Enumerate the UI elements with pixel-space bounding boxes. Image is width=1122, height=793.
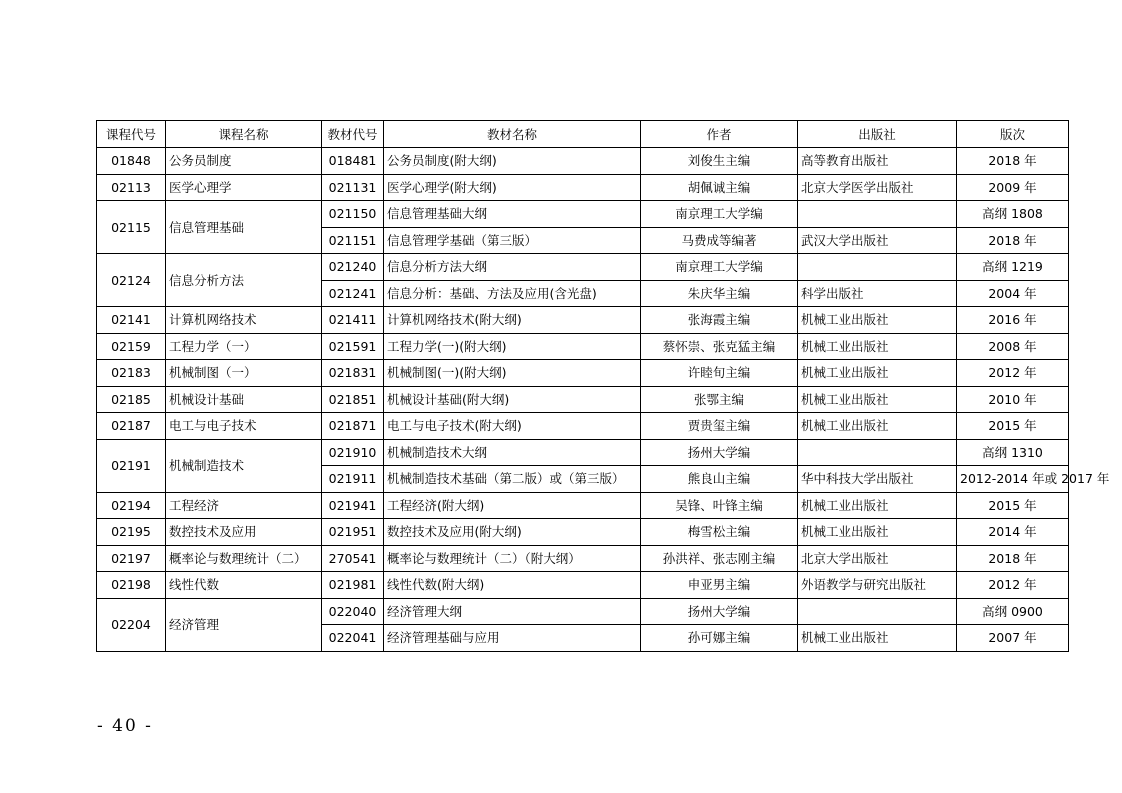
- author-cell: 南京理工大学编: [641, 254, 798, 281]
- book-title-cell: 医学心理学(附大纲): [384, 174, 641, 201]
- edition-cell: 2004 年: [957, 280, 1069, 307]
- author-cell: 朱庆华主编: [641, 280, 798, 307]
- author-cell: 马费成等编著: [641, 227, 798, 254]
- header-author: 作者: [641, 121, 798, 148]
- header-course-code: 课程代号: [97, 121, 166, 148]
- author-cell: 贾贵玺主编: [641, 413, 798, 440]
- author-cell: 申亚男主编: [641, 572, 798, 599]
- header-book-code: 教材代号: [322, 121, 384, 148]
- course-code-cell: 02185: [97, 386, 166, 413]
- course-name-cell: 电工与电子技术: [166, 413, 322, 440]
- course-name-cell: 信息管理基础: [166, 201, 322, 254]
- author-cell: 胡佩诚主编: [641, 174, 798, 201]
- course-code-cell: 02141: [97, 307, 166, 334]
- course-name-cell: 概率论与数理统计（二）: [166, 545, 322, 572]
- book-code-cell: 021131: [322, 174, 384, 201]
- table-row: [97, 174, 1069, 201]
- table-row: [97, 386, 1069, 413]
- publisher-cell: 北京大学医学出版社: [798, 174, 957, 201]
- course-code-cell: 02197: [97, 545, 166, 572]
- edition-cell: 高纲 1219: [957, 254, 1069, 281]
- publisher-cell: 机械工业出版社: [798, 625, 957, 652]
- book-code-cell: 021240: [322, 254, 384, 281]
- edition-cell: 2012-2014 年或 2017 年: [957, 466, 1069, 493]
- course-code-cell: 02124: [97, 254, 166, 307]
- course-name-cell: 经济管理: [166, 598, 322, 651]
- book-code-cell: 022040: [322, 598, 384, 625]
- edition-cell: 高纲 1310: [957, 439, 1069, 466]
- edition-cell: 2008 年: [957, 333, 1069, 360]
- edition-cell: 2018 年: [957, 148, 1069, 175]
- author-cell: 孙可娜主编: [641, 625, 798, 652]
- header-book-title: 教材名称: [384, 121, 641, 148]
- book-code-cell: 018481: [322, 148, 384, 175]
- publisher-cell: [798, 439, 957, 466]
- author-cell: 吴锋、叶锋主编: [641, 492, 798, 519]
- course-code-cell: 02183: [97, 360, 166, 387]
- course-code-cell: 01848: [97, 148, 166, 175]
- course-name-cell: 数控技术及应用: [166, 519, 322, 546]
- book-title-cell: 公务员制度(附大纲): [384, 148, 641, 175]
- table-row: [97, 333, 1069, 360]
- author-cell: 孙洪祥、张志刚主编: [641, 545, 798, 572]
- book-title-cell: 机械制造技术基础（第二版）或（第三版）: [384, 466, 641, 493]
- publisher-cell: [798, 254, 957, 281]
- author-cell: 蔡怀崇、张克猛主编: [641, 333, 798, 360]
- book-title-cell: 工程经济(附大纲): [384, 492, 641, 519]
- course-name-cell: 工程经济: [166, 492, 322, 519]
- author-cell: 扬州大学编: [641, 439, 798, 466]
- table-body: [97, 148, 1110, 652]
- course-name-cell: 计算机网络技术: [166, 307, 322, 334]
- edition-cell: 2015 年: [957, 413, 1069, 440]
- edition-cell: 2010 年: [957, 386, 1069, 413]
- publisher-cell: 机械工业出版社: [798, 386, 957, 413]
- publisher-cell: [798, 598, 957, 625]
- publisher-cell: 机械工业出版社: [798, 333, 957, 360]
- edition-cell: 2007 年: [957, 625, 1069, 652]
- edition-cell: 2012 年: [957, 360, 1069, 387]
- course-name-cell: 信息分析方法: [166, 254, 322, 307]
- course-name-cell: 机械设计基础: [166, 386, 322, 413]
- header-row: [97, 121, 1069, 148]
- book-title-cell: 机械制造技术大纲: [384, 439, 641, 466]
- book-title-cell: 计算机网络技术(附大纲): [384, 307, 641, 334]
- course-name-cell: 机械制图（一）: [166, 360, 322, 387]
- table-row: [97, 492, 1069, 519]
- table-row: [97, 307, 1069, 334]
- publisher-cell: 武汉大学出版社: [798, 227, 957, 254]
- author-cell: 张鄂主编: [641, 386, 798, 413]
- edition-cell: 2009 年: [957, 174, 1069, 201]
- course-code-cell: 02194: [97, 492, 166, 519]
- book-code-cell: 021981: [322, 572, 384, 599]
- edition-cell: 2014 年: [957, 519, 1069, 546]
- course-code-cell: 02204: [97, 598, 166, 651]
- book-title-cell: 经济管理基础与应用: [384, 625, 641, 652]
- book-title-cell: 信息分析：基础、方法及应用(含光盘): [384, 280, 641, 307]
- table-row: [97, 254, 1069, 281]
- course-code-cell: 02198: [97, 572, 166, 599]
- publisher-cell: 机械工业出版社: [798, 413, 957, 440]
- edition-cell: 高纲 1808: [957, 201, 1069, 228]
- textbook-table: [96, 120, 1110, 652]
- book-code-cell: 021851: [322, 386, 384, 413]
- book-code-cell: 021941: [322, 492, 384, 519]
- book-code-cell: 021150: [322, 201, 384, 228]
- table-row: [97, 598, 1069, 625]
- book-code-cell: 022041: [322, 625, 384, 652]
- book-code-cell: 021151: [322, 227, 384, 254]
- book-code-cell: 021411: [322, 307, 384, 334]
- book-title-cell: 机械设计基础(附大纲): [384, 386, 641, 413]
- publisher-cell: 机械工业出版社: [798, 307, 957, 334]
- table-row: [97, 413, 1069, 440]
- book-code-cell: 270541: [322, 545, 384, 572]
- book-title-cell: 数控技术及应用(附大纲): [384, 519, 641, 546]
- course-name-cell: 工程力学（一）: [166, 333, 322, 360]
- publisher-cell: 机械工业出版社: [798, 492, 957, 519]
- book-title-cell: 电工与电子技术(附大纲): [384, 413, 641, 440]
- table-row: [97, 572, 1069, 599]
- header-publisher: 出版社: [798, 121, 957, 148]
- author-cell: 南京理工大学编: [641, 201, 798, 228]
- author-cell: 梅雪松主编: [641, 519, 798, 546]
- publisher-cell: 科学出版社: [798, 280, 957, 307]
- book-title-cell: 线性代数(附大纲): [384, 572, 641, 599]
- course-code-cell: 02113: [97, 174, 166, 201]
- book-title-cell: 经济管理大纲: [384, 598, 641, 625]
- publisher-cell: 北京大学出版社: [798, 545, 957, 572]
- edition-cell: 高纲 0900: [957, 598, 1069, 625]
- publisher-cell: 华中科技大学出版社: [798, 466, 957, 493]
- course-name-cell: 公务员制度: [166, 148, 322, 175]
- edition-cell: 2018 年: [957, 545, 1069, 572]
- table-row: [97, 519, 1069, 546]
- table-row: [97, 439, 1069, 466]
- table-row: [97, 360, 1069, 387]
- course-name-cell: 机械制造技术: [166, 439, 322, 492]
- publisher-cell: 高等教育出版社: [798, 148, 957, 175]
- edition-cell: 2018 年: [957, 227, 1069, 254]
- publisher-cell: 外语教学与研究出版社: [798, 572, 957, 599]
- author-cell: 熊良山主编: [641, 466, 798, 493]
- author-cell: 刘俊生主编: [641, 148, 798, 175]
- course-code-cell: 02195: [97, 519, 166, 546]
- book-code-cell: 021951: [322, 519, 384, 546]
- header-course-name: 课程名称: [166, 121, 322, 148]
- book-title-cell: 信息管理学基础（第三版）: [384, 227, 641, 254]
- table-row: [97, 148, 1069, 175]
- course-code-cell: 02191: [97, 439, 166, 492]
- book-code-cell: 021591: [322, 333, 384, 360]
- table-row: [97, 201, 1069, 228]
- book-title-cell: 信息分析方法大纲: [384, 254, 641, 281]
- book-title-cell: 机械制图(一)(附大纲): [384, 360, 641, 387]
- book-code-cell: 021241: [322, 280, 384, 307]
- course-code-cell: 02115: [97, 201, 166, 254]
- edition-cell: 2016 年: [957, 307, 1069, 334]
- course-code-cell: 02159: [97, 333, 166, 360]
- publisher-cell: 机械工业出版社: [798, 519, 957, 546]
- course-name-cell: 线性代数: [166, 572, 322, 599]
- course-name-cell: 医学心理学: [166, 174, 322, 201]
- edition-cell: 2012 年: [957, 572, 1069, 599]
- author-cell: 扬州大学编: [641, 598, 798, 625]
- publisher-cell: [798, 201, 957, 228]
- book-title-cell: 工程力学(一)(附大纲): [384, 333, 641, 360]
- table-row: [97, 545, 1069, 572]
- course-code-cell: 02187: [97, 413, 166, 440]
- book-code-cell: 021911: [322, 466, 384, 493]
- header-edition: 版次: [957, 121, 1069, 148]
- publisher-cell: 机械工业出版社: [798, 360, 957, 387]
- edition-cell: 2015 年: [957, 492, 1069, 519]
- page-number: - 40 -: [97, 716, 153, 736]
- book-title-cell: 信息管理基础大纲: [384, 201, 641, 228]
- book-code-cell: 021871: [322, 413, 384, 440]
- author-cell: 张海霞主编: [641, 307, 798, 334]
- book-code-cell: 021831: [322, 360, 384, 387]
- author-cell: 许睦旬主编: [641, 360, 798, 387]
- book-code-cell: 021910: [322, 439, 384, 466]
- book-title-cell: 概率论与数理统计（二）（附大纲）: [384, 545, 641, 572]
